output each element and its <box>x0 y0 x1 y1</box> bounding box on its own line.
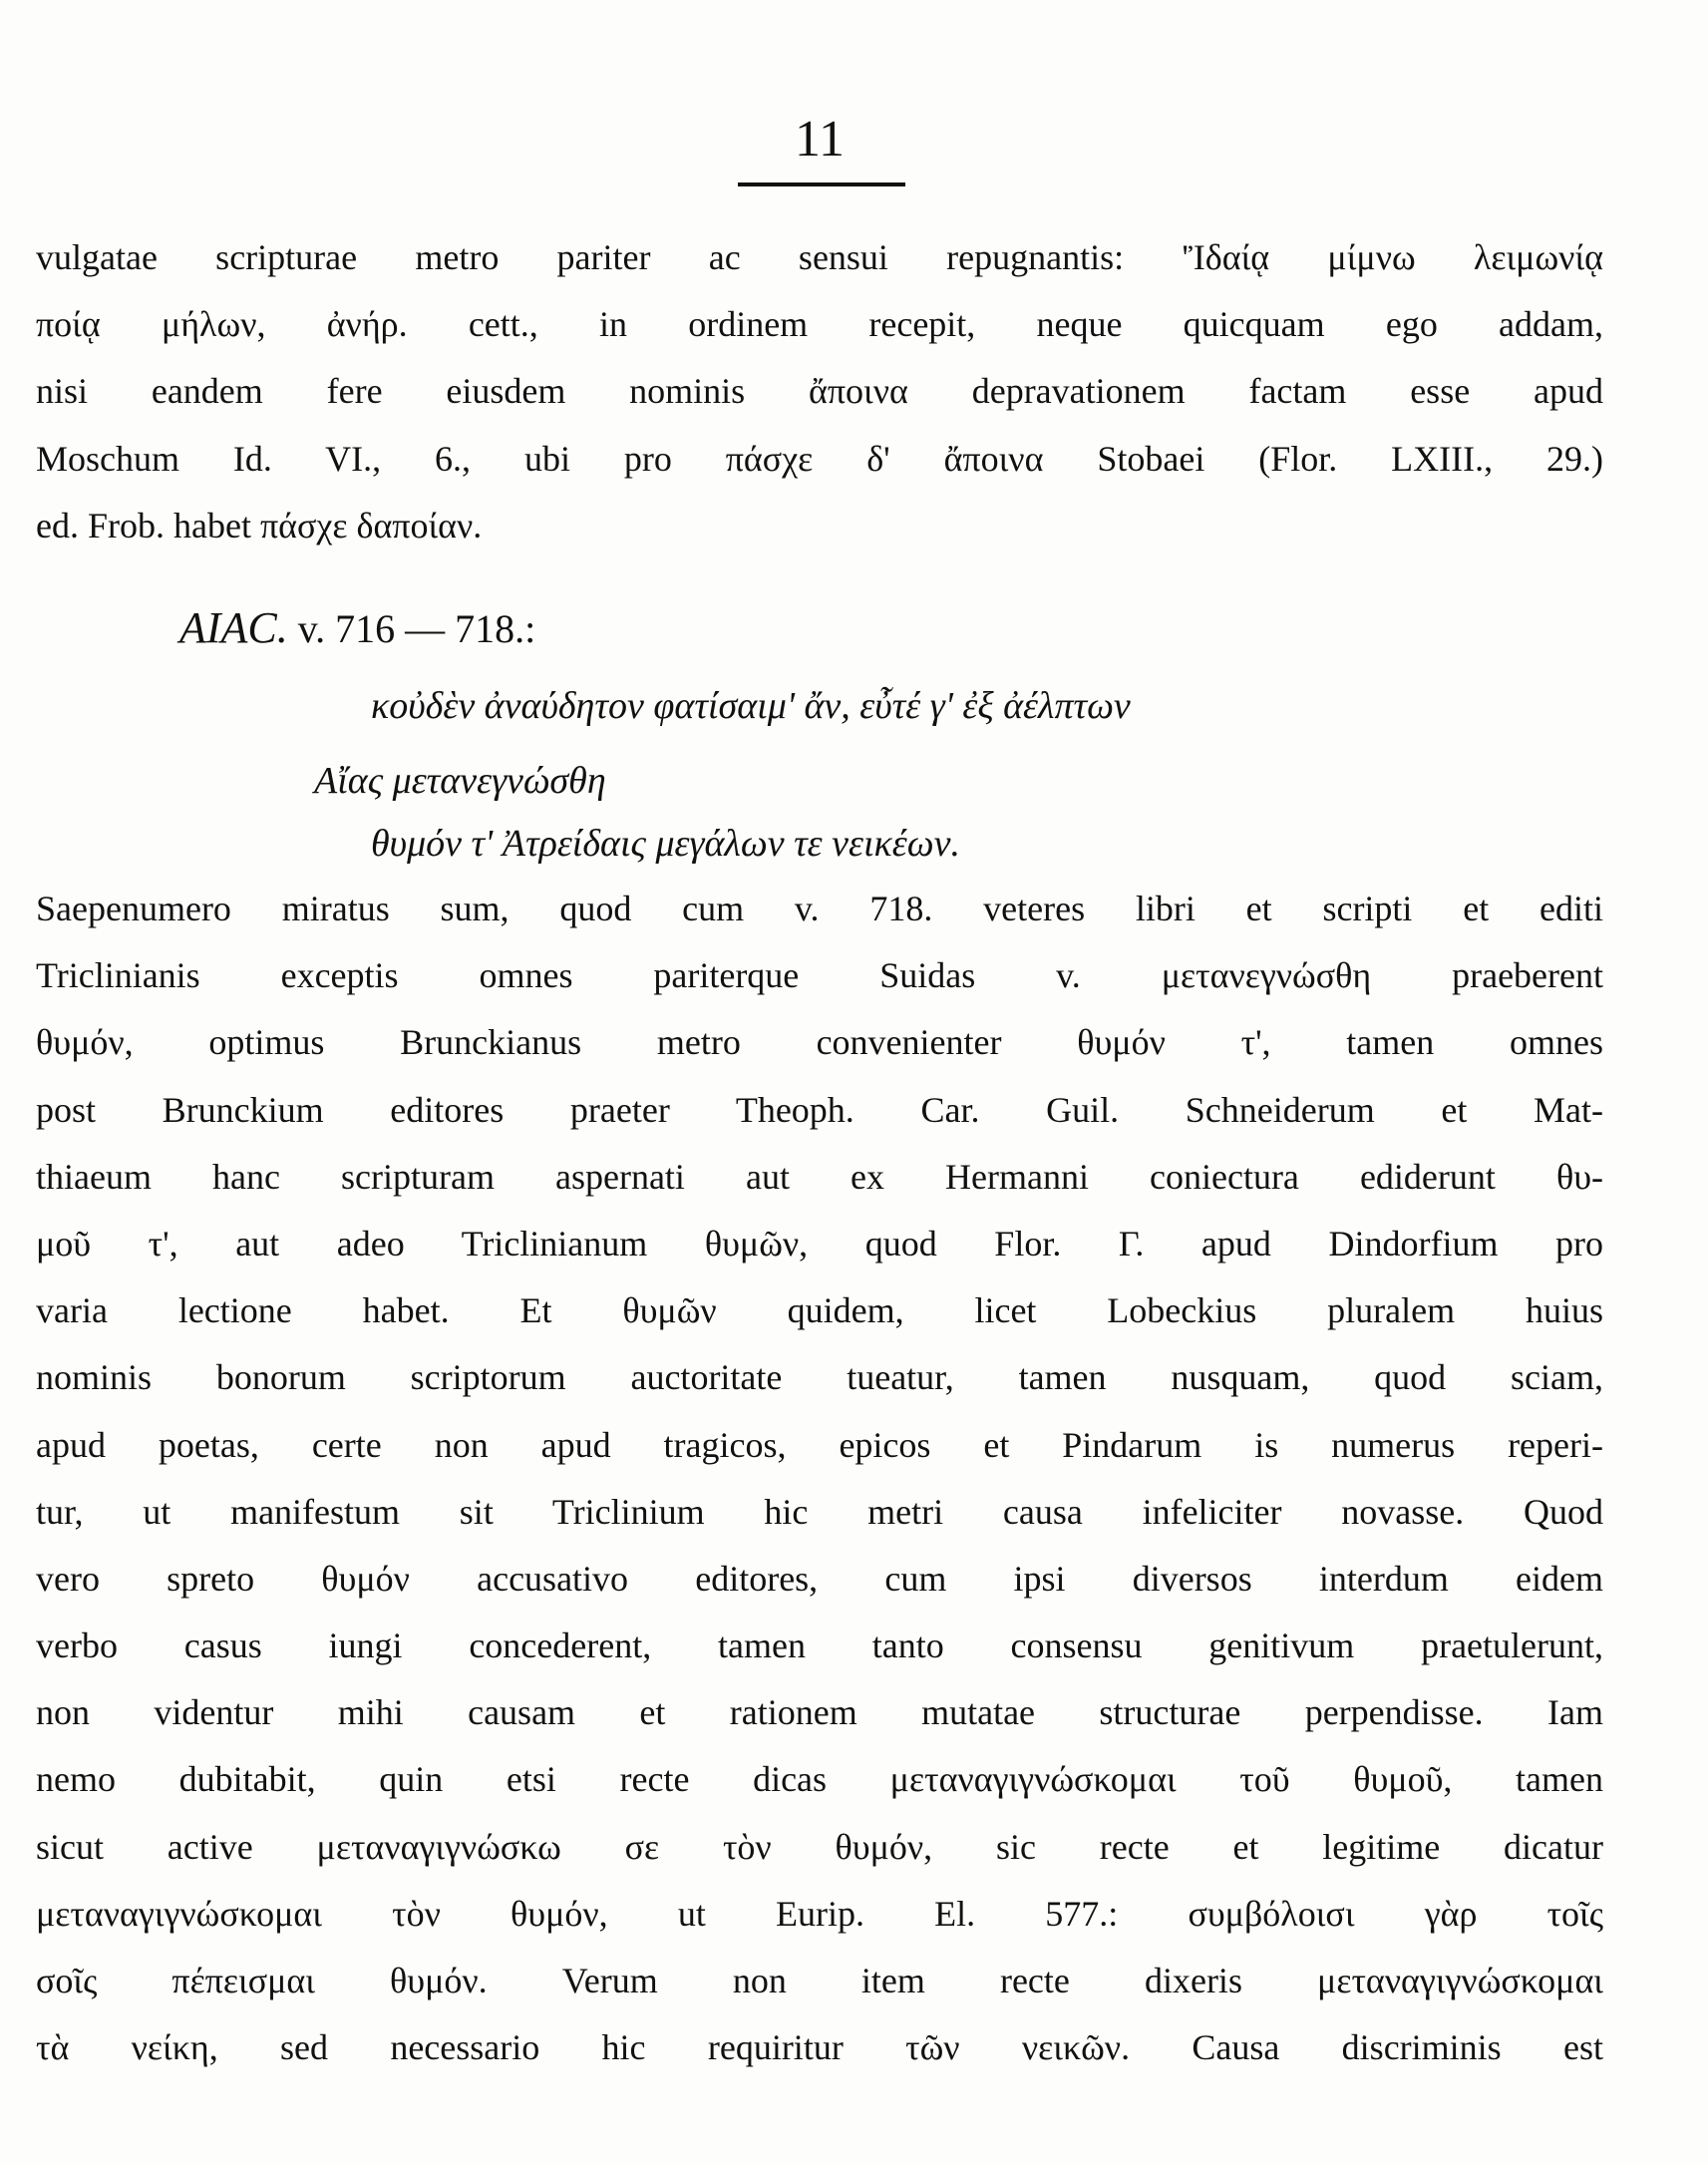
text-line: μοῦ τ', aut adeo Triclinianum θυμῶν, quod Flor. Γ. apud Dindorfium pro <box>36 1223 1603 1263</box>
text-line: τὰ νείκη, sed necessario hic requiritur τῶν νεικῶν. Causa discriminis est <box>36 2027 1603 2068</box>
text-line: post Brunckium editores praeter Theoph. Car. Guil. Schneiderum et Mat- <box>36 1089 1603 1130</box>
text-line: non videntur mihi causam et rationem mutatae structurae perpendisse. Iam <box>36 1692 1603 1733</box>
paragraph-commentary <box>36 876 1603 2081</box>
text-line: ποίᾳ μήλων, ἀνήρ. cett., in ordinem recepit, neque quicquam ego addam, <box>36 304 1603 345</box>
verse-line: κοὐδὲν ἀναύδητον φατίσαιμ' ἄν, εὖτέ γ' ἐξ ἀέλπτων <box>371 685 1131 727</box>
verse-range: v. 716 — 718.: <box>297 606 536 651</box>
header-rule <box>738 182 905 186</box>
text-line: θυμόν, optimus Brunckianus metro convenienter θυμόν τ', tamen omnes <box>36 1022 1603 1063</box>
verse-reference <box>179 598 535 659</box>
text-line: Triclinianis exceptis omnes pariterque Suidas v. μετανεγνώσθη praeberent <box>36 955 1603 996</box>
play-abbreviation: AIAC. <box>179 603 288 652</box>
text-line: vero spreto θυμόν accusativo editores, cum ipsi diversos interdum eidem <box>36 1558 1603 1599</box>
text-line: Moschum Id. VI., 6., ubi pro πάσχε δ' ἄποινα Stobaei (Flor. LXIII., 29.) <box>36 438 1603 479</box>
text-line: tur, ut manifestum sit Triclinium hic metri causa infeliciter novasse. Quod <box>36 1491 1603 1532</box>
text-line: nisi eandem fere eiusdem nominis ἄποινα depravationem factam esse apud <box>36 371 1603 412</box>
text-line: σοῖς πέπεισμαι θυμόν. Verum non item recte dixeris μεταναγιγνώσκομαι <box>36 1961 1603 2000</box>
text-line: Saepenumero miratus sum, quod cum v. 718. veteres libri et scripti et editi <box>36 889 1603 928</box>
text-line: vulgatae scripturae metro pariter ac sensui repugnantis: 'Ἰδαίᾳ μίμνω λειμωνίᾳ <box>36 237 1603 277</box>
page-number: 11 <box>794 111 846 168</box>
text-line: sicut active μεταναγιγνώσκω σε τὸν θυμόν, sic recte et legitime dicatur <box>36 1826 1603 1867</box>
paragraph-intro <box>36 224 1603 559</box>
text-line: varia lectione habet. Et θυμῶν quidem, licet Lobeckius pluralem huius <box>36 1290 1603 1331</box>
verse-line: θυμόν τ' Ἀτρείδαις μεγάλων τε νεικέων. <box>371 823 960 865</box>
text-line: thiaeum hanc scripturam aspernati aut ex Hermanni coniectura ediderunt θυ- <box>36 1156 1603 1197</box>
text-line: nemo dubitabit, quin etsi recte dicas μεταναγιγνώσκομαι τοῦ θυμοῦ, tamen <box>36 1759 1603 1800</box>
text-line: apud poetas, certe non apud tragicos, epicos et Pindarum is numerus reperi- <box>36 1424 1603 1465</box>
text-line: ed. Frob. habet πάσχε δαποίαν. <box>36 505 483 545</box>
verse-line: Αἴας μετανεγνώσθη <box>314 760 606 802</box>
text-line: verbo casus iungi concederent, tamen tanto consensu genitivum praetulerunt, <box>36 1625 1603 1666</box>
text-line: μεταναγιγνώσκομαι τὸν θυμόν, ut Eurip. El. 577.: συμβόλοισι γὰρ τοῖς <box>36 1893 1603 1934</box>
text-line: nominis bonorum scriptorum auctoritate tueatur, tamen nusquam, quod sciam, <box>36 1357 1603 1398</box>
